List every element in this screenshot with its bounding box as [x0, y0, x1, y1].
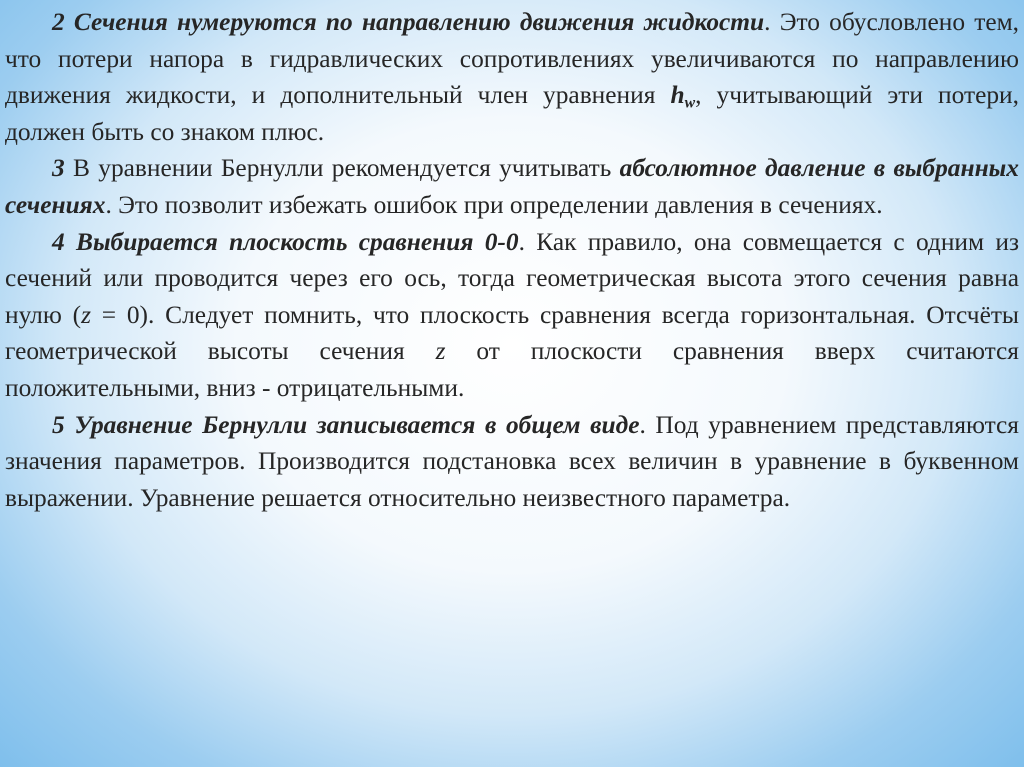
- paragraph-4: [5, 224, 1019, 407]
- paragraph-3-emphasis: абсолютное давление в выбранных сечениях: [5, 154, 1019, 219]
- paragraph-3-text-a: В уравнении Бернулли рекомендуется учитывать: [64, 154, 620, 183]
- paragraph-2: [5, 4, 1019, 150]
- paragraph-2-text-a: . Это обусловлено тем, что потери напора в гидравлических сопротивлениях увеличиваются по направлению движения жидкости, и дополнительный член уравнения: [5, 8, 1019, 110]
- paragraph-4-text-c: от плоскости сравнения вверх считаются положительными, вниз - отрицательными.: [5, 337, 1019, 402]
- paragraph-2-heading: 2 Сечения нумеруются по направлению движения жидкости: [52, 8, 765, 36]
- head-loss-symbol: h: [670, 81, 685, 110]
- paragraph-3-text-b: . Это позволит избежать ошибок при определении давления в сечениях.: [105, 190, 883, 219]
- paragraph-3-number: 3: [52, 154, 65, 183]
- paragraph-3: [5, 150, 1019, 223]
- paragraph-4-heading: 4 Выбирается плоскость сравнения 0-0: [52, 227, 519, 256]
- paragraph-2-text-b: , учитывающий эти потери, должен быть со знаком плюс.: [5, 81, 1019, 146]
- paragraph-5: [5, 407, 1019, 517]
- slide-body: [5, 4, 1019, 704]
- paragraph-5-heading: 5 Уравнение Бернулли записывается в общем виде: [52, 410, 640, 439]
- height-variable-2: z: [435, 337, 446, 366]
- height-variable-1: z: [81, 300, 91, 329]
- paragraph-4-text-b: = 0). Следует помнить, что плоскость сравнения всегда горизонтальная. Отсчёты геометрической высоты сечения: [5, 300, 1019, 366]
- head-loss-subscript: w: [684, 94, 696, 112]
- paragraph-5-text-a: . Под уравнением представляются значения параметров. Производится подстановка всех величин в уравнение в буквенном выражении. Уравнение решается относительно неизвестного параметра.: [5, 410, 1019, 512]
- paragraph-4-text-a: . Как правило, она совмещается с одним из сечений или проводится через его ось, тогда геометрическая высота этого сечения равна нулю (: [5, 227, 1019, 329]
